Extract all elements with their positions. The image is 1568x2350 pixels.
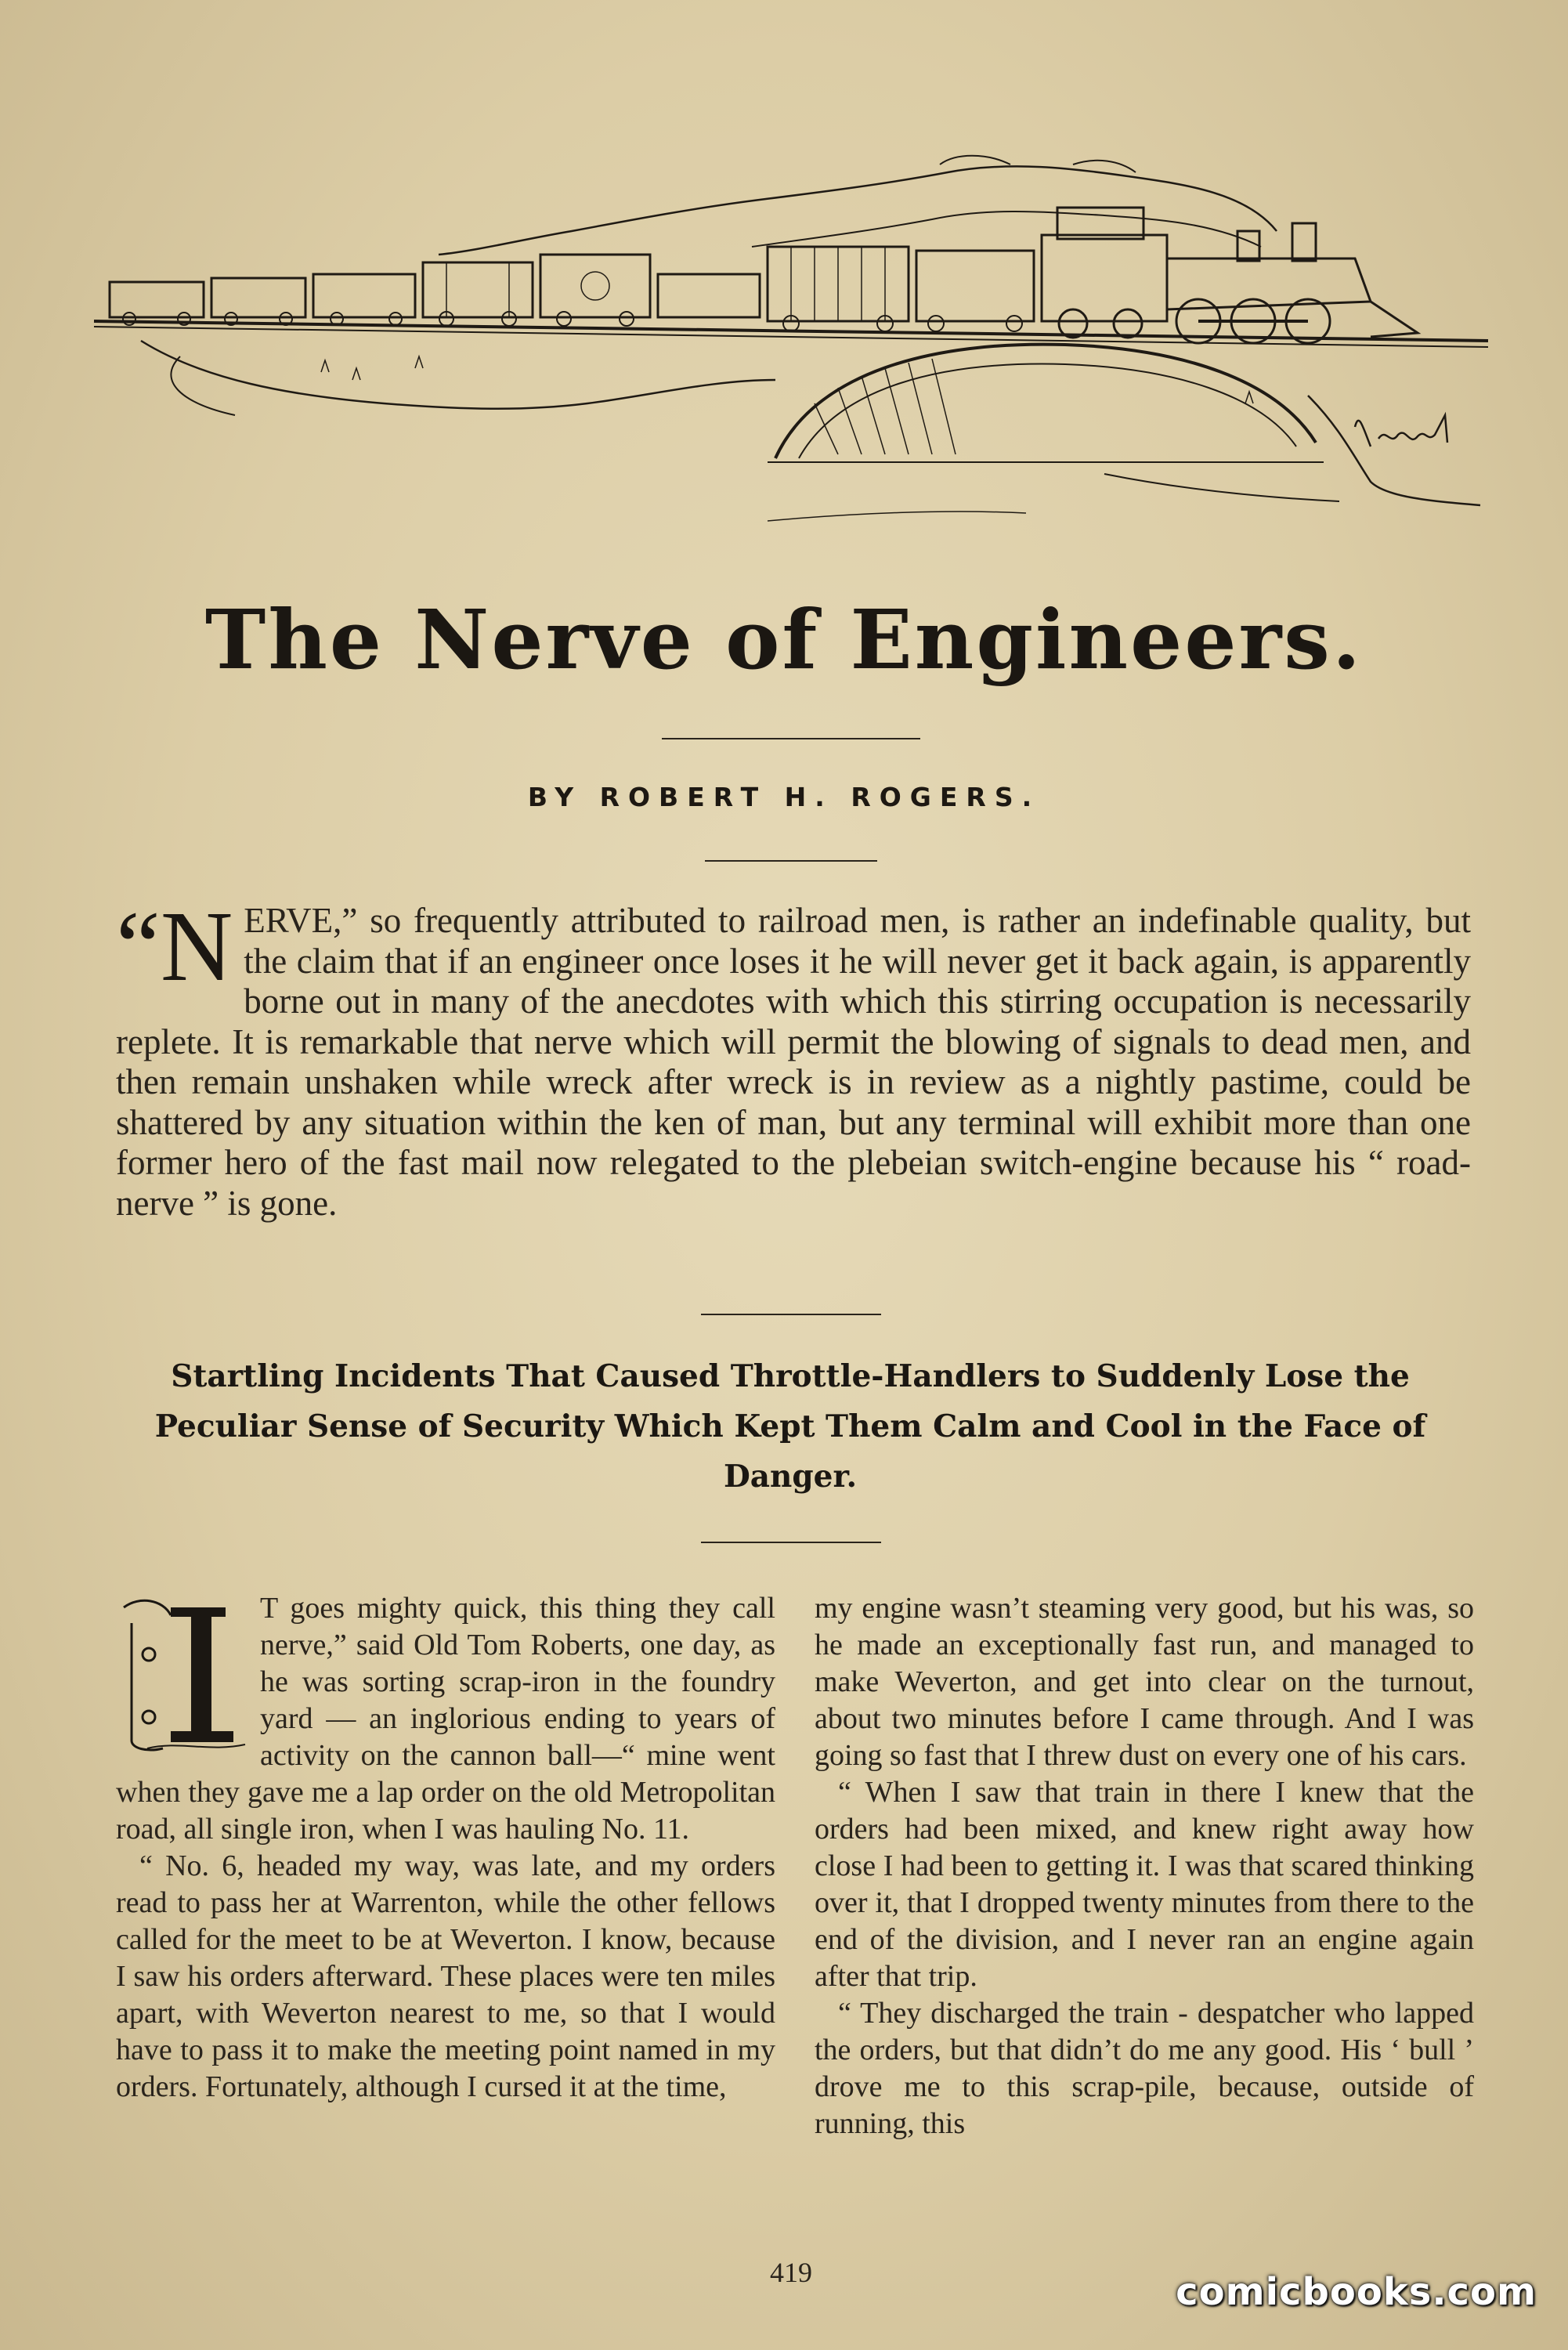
right-column-paragraph: my engine wasn’t steaming very good, but his was, so he made an exceptionally fast run, and managed to make Weverton, and get into clear on the turnout, about two minutes before I came through. And I was going so fast that I threw dust on every one of his cars. [815, 1592, 1474, 1772]
byline-divider [705, 860, 877, 862]
intro-paragraph [116, 891, 1471, 1224]
intro-divider [701, 1314, 881, 1315]
right-column-paragraph: “ When I saw that train in there I knew that the orders had been mixed, and knew right away how close I had been to getting it. I was that scared thinking over it, that I dropped twenty minutes from there to the end of the division, and I never ran an engine again after that trip. [815, 1776, 1474, 1993]
left-column [116, 1590, 775, 2106]
page-number: 419 [770, 2257, 812, 2288]
left-column-paragraph: T goes mighty quick, this thing they call nerve,” said Old Tom Roberts, one day, as he was sorting scrap-iron in the foundry yard — an inglorious ending to years of activity on the cannon ball—“ mine went when they gave me a lap order on the old Metropolitan road, all single iron, when I was hauling No. 11. [116, 1592, 775, 1846]
subtitle-divider [701, 1542, 881, 1543]
article-byline: BY ROBERT H. ROGERS. [527, 782, 1041, 812]
article-title: The Nerve of Engineers. [204, 591, 1364, 688]
intro-dropcap: “N [116, 891, 233, 1002]
ornamental-dropcap-i [116, 1592, 249, 1756]
left-column-paragraph: “ No. 6, headed my way, was late, and my orders read to pass her at Warrenton, while the other fellows called for the meet to be at Weverton. I know, because I saw his orders afterward. These places were ten miles apart, with Weverton nearest to me, so that I would have to pass it to make the meeting point named in my orders. Fortunately, although I cursed it at the time, [116, 1849, 775, 2103]
train-illustration [86, 145, 1496, 529]
site-watermark: comicbooks.com [1176, 2270, 1537, 2314]
title-divider [662, 738, 920, 739]
right-column [815, 1590, 1474, 2142]
intro-text: ERVE,” so frequently attributed to railroad men, is rather an indefinable quality, but the claim that if an engineer once loses it he will never get it back again, is apparently borne out in many of the anecdotes with which this stirring occupation is necessarily replete. It is remarkable that nerve which will permit the blowing of signals to dead men, and then remain unshaken while wreck after wreck is in review as a nightly pastime, could be shattered by any situation within the ken of man, but any terminal will exhibit more than one former hero of the fast mail now relegated to the plebeian switch-engine because his “ road-nerve ” is gone. [116, 901, 1471, 1223]
article-subtitle: Startling Incidents That Caused Throttle-Handlers to Suddenly Lose the Peculiar Sense of Security Which Kept Them Calm and Cool in the Face of Danger. [154, 1358, 1426, 1495]
right-column-paragraph: “ They discharged the train - despatcher who lapped the orders, but that didn’t do me any good. His ‘ bull ’ drove me to this scrap-pile, because, outside of running, this [815, 1997, 1474, 2140]
